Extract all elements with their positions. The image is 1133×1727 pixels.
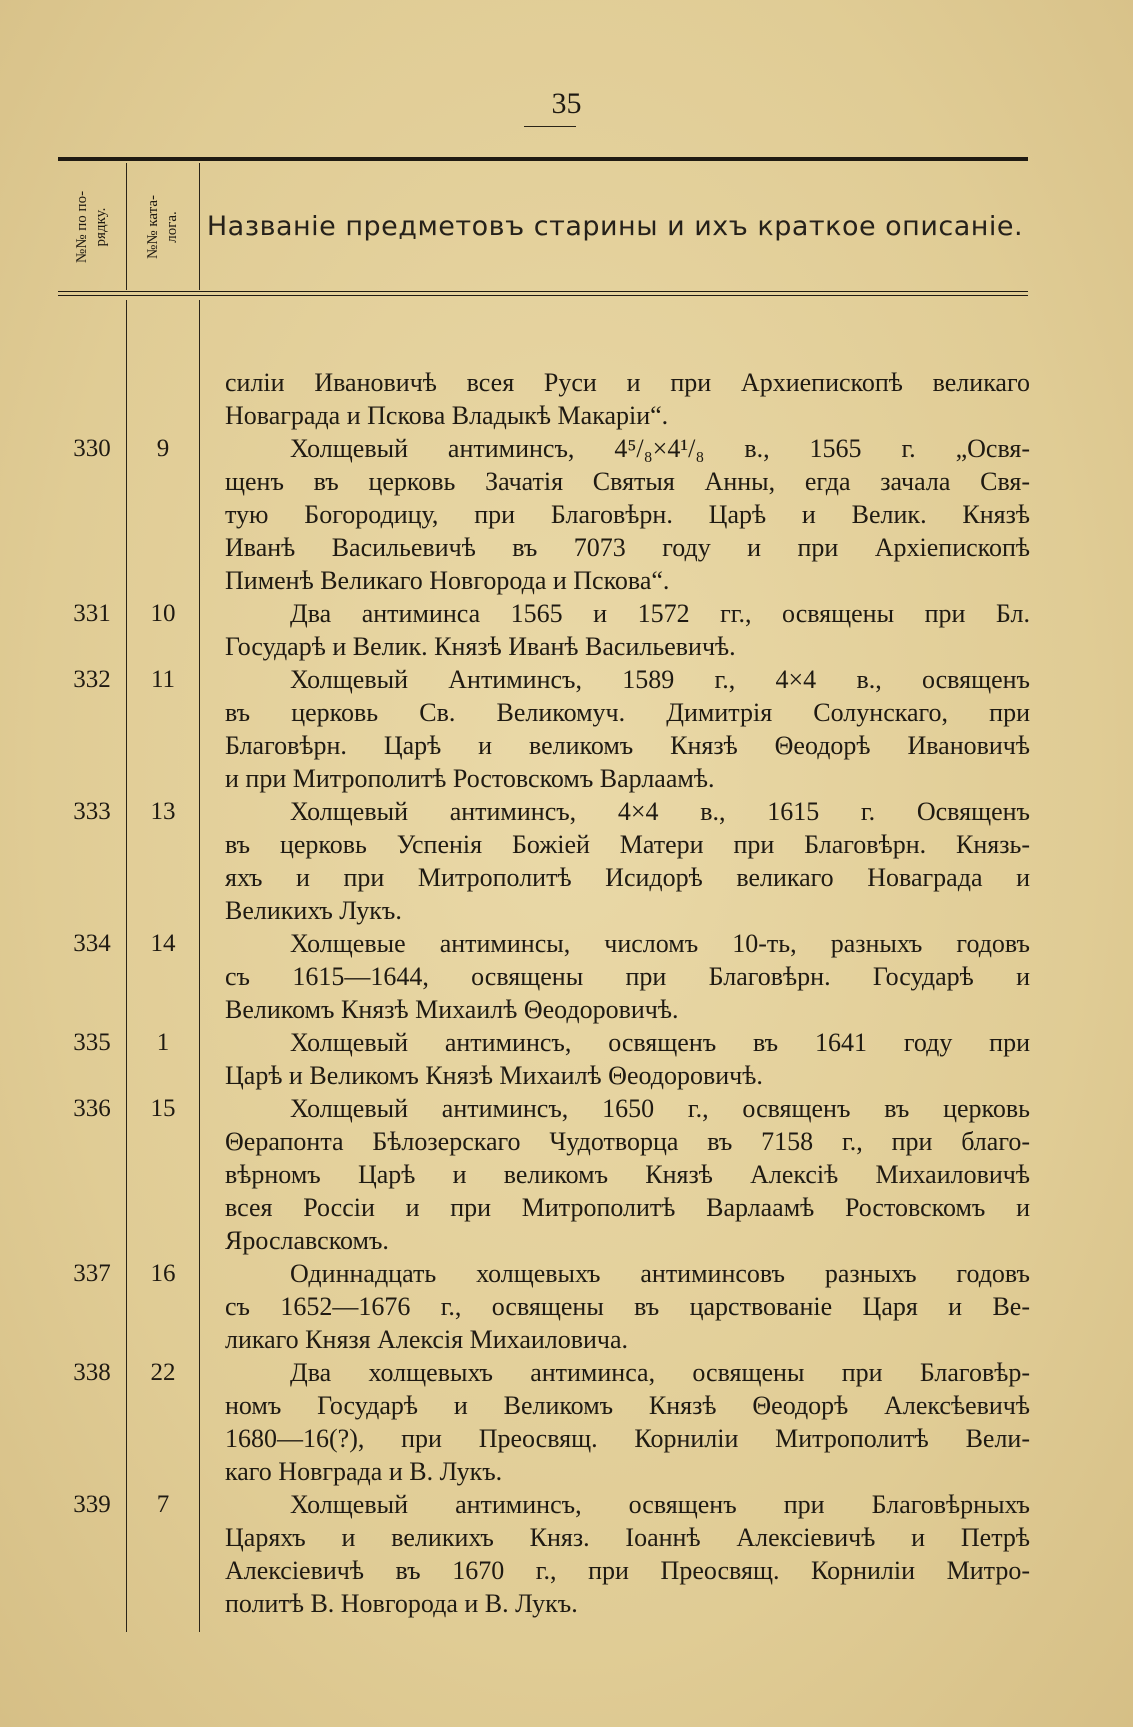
table-body [0,366,1133,1620]
item-description [225,432,1030,597]
description-line: съ 1652—1676 г., освящены въ царствованіе Царя и Ве- [225,1292,1030,1321]
sequence-number: 330 [73,435,111,462]
description-line: Холщевый антиминсъ, освященъ при Благовѣрныхъ [290,1490,1030,1519]
description-line: вѣрномъ Царѣ и великомъ Князѣ Алексіѣ Михаиловичѣ [225,1160,1030,1189]
description-line: Благовѣрн. Царѣ и великомъ Князѣ Θеодорѣ Ивановичѣ [225,731,1030,760]
description-line: Холщевый антиминсъ, освященъ въ 1641 году при [290,1028,1030,1057]
catalog-number: 15 [150,1095,176,1122]
header-sequence-number [58,163,126,290]
description-line: Великомъ Князѣ Михаилѣ Θеодоровичѣ. [225,995,679,1024]
description-line: тую Богородицу, при Благовѣрн. Царѣ и Велик. Князѣ [225,500,1030,529]
sequence-number: 333 [73,798,111,825]
table-row [0,1092,1133,1257]
description-line: политѣ В. Новгорода и В. Лукъ. [225,1589,578,1618]
description-line: Царѣ и Великомъ Князѣ Михаилѣ Θеодоровичѣ. [225,1061,763,1090]
description-line: Два холщевыхъ антиминса, освящены при Благовѣр- [290,1358,1030,1387]
header-sequence-number-line-2: рядку. [93,207,109,246]
table-row [0,663,1133,795]
description-line: номъ Государѣ и Великомъ Князѣ Θеодорѣ Алексѣевичѣ [225,1391,1030,1420]
sequence-number: 334 [73,930,111,957]
catalog-number: 10 [150,600,176,627]
item-description [225,1092,1030,1257]
description-line: щенъ въ церковь Зачатія Святыя Анны, егда зачала Свя- [225,467,1030,496]
description-line: Два антиминса 1565 и 1572 гг., освящены при Бл. [290,599,1030,628]
sequence-number: 337 [73,1260,111,1287]
description-line: въ церковь Успенія Божіей Матери при Благовѣрн. Князь- [225,830,1030,859]
catalog-number: 22 [150,1359,176,1386]
header-catalog-number-line-2: лога. [163,210,180,243]
catalog-number: 14 [150,930,176,957]
sequence-number: 336 [73,1095,111,1122]
description-line: Пименѣ Великаго Новгорода и Пскова“. [225,566,670,595]
description-line: Государѣ и Велик. Князѣ Иванѣ Васильевичѣ. [225,632,736,661]
description-line: Θерапонта Бѣлозерскаго Чудотворца въ 7158 г., при благо- [225,1127,1030,1156]
description-line: всея Россіи и при Митрополитѣ Варлаамѣ Ростовскомъ и [225,1193,1030,1222]
description-line: въ церковь Св. Великомуч. Димитрія Солунскаго, при [225,698,1030,727]
header-bottom-rule [58,291,1028,296]
description-line: Новаграда и Пскова Владыкѣ Макаріи“. [225,401,669,430]
table-row [0,1026,1133,1092]
table-row [0,1488,1133,1620]
item-description [225,1257,1030,1356]
description-line: Великихъ Лукъ. [225,896,402,925]
description-line: силіи Ивановичѣ всея Руси и при Архиепископѣ великаго [225,368,1030,397]
item-description [225,1488,1030,1620]
catalog-number: 7 [156,1491,170,1518]
description-line: Иванѣ Васильевичѣ въ 7073 году и при Архіепископѣ [225,533,1030,562]
description-line: Алексіевичѣ въ 1670 г., при Преосвящ. Корниліи Митро- [225,1556,1030,1585]
item-description [225,597,1030,663]
table-top-rule [58,157,1028,161]
description-line: Холщевый Антиминсъ, 1589 г., 4×4 в., освященъ [290,665,1030,694]
item-description [225,663,1030,795]
description-line: Ярославскомъ. [225,1226,389,1255]
header-description: Названіе предметовъ старины и ихъ краткое описаніе. [206,211,1024,242]
description-line: Холщевый антиминсъ, 1650 г., освященъ въ церковь [290,1094,1030,1123]
sequence-number: 332 [73,666,111,693]
sequence-number: 338 [73,1359,111,1386]
catalog-number: 11 [150,666,176,693]
description-line: Одиннадцать холщевыхъ антиминсовъ разныхъ годовъ [290,1259,1030,1288]
item-description [225,1356,1030,1488]
catalog-number: 9 [156,435,170,462]
header-catalog-number [127,163,199,290]
description-line: съ 1615—1644, освящены при Благовѣрн. Государѣ и [225,962,1030,991]
table-row [0,795,1133,927]
description-line: ликаго Князя Алексія Михаиловича. [225,1325,629,1354]
table-row [0,927,1133,1026]
header-catalog-number-line-1: №№ ката- [144,194,161,259]
item-description [225,1026,1030,1092]
item-description [225,795,1030,927]
page-number: 35 [551,87,582,120]
catalog-number: 13 [150,798,176,825]
page-number-underline [524,126,576,127]
table-row [0,1257,1133,1356]
description-line: 1680—16(?), при Преосвящ. Корниліи Митрополитѣ Вели- [225,1424,1030,1453]
description-line: и при Митрополитѣ Ростовскомъ Варлаамѣ. [225,764,715,793]
description-line: каго Новграда и В. Лукъ. [225,1457,503,1486]
header-column-divider-2 [199,163,200,290]
description-line: Царяхъ и великихъ Княз. Іоаннѣ Алексіевичѣ и Петрѣ [225,1523,1030,1552]
description-line: яхъ и при Митрополитѣ Исидорѣ великаго Новаграда и [225,863,1030,892]
table-row [0,597,1133,663]
table-row [0,432,1133,597]
table-row [0,1356,1133,1488]
catalog-number: 1 [156,1029,170,1056]
description-line: Холщевый антиминсъ, 4⁵/₈×4¹/₈ в., 1565 г. „Освя- [290,434,1030,463]
catalog-number: 16 [150,1260,176,1287]
sequence-number: 339 [73,1491,111,1518]
sequence-number: 335 [73,1029,111,1056]
description-line: Холщевые антиминсы, числомъ 10-ть, разныхъ годовъ [290,929,1030,958]
item-description [225,366,1030,432]
item-description [225,927,1030,1026]
header-sequence-number-line-1: №№ по по- [74,190,90,263]
sequence-number: 331 [73,600,111,627]
table-row [0,366,1133,432]
description-line: Холщевый антиминсъ, 4×4 в., 1615 г. Освященъ [290,797,1030,826]
